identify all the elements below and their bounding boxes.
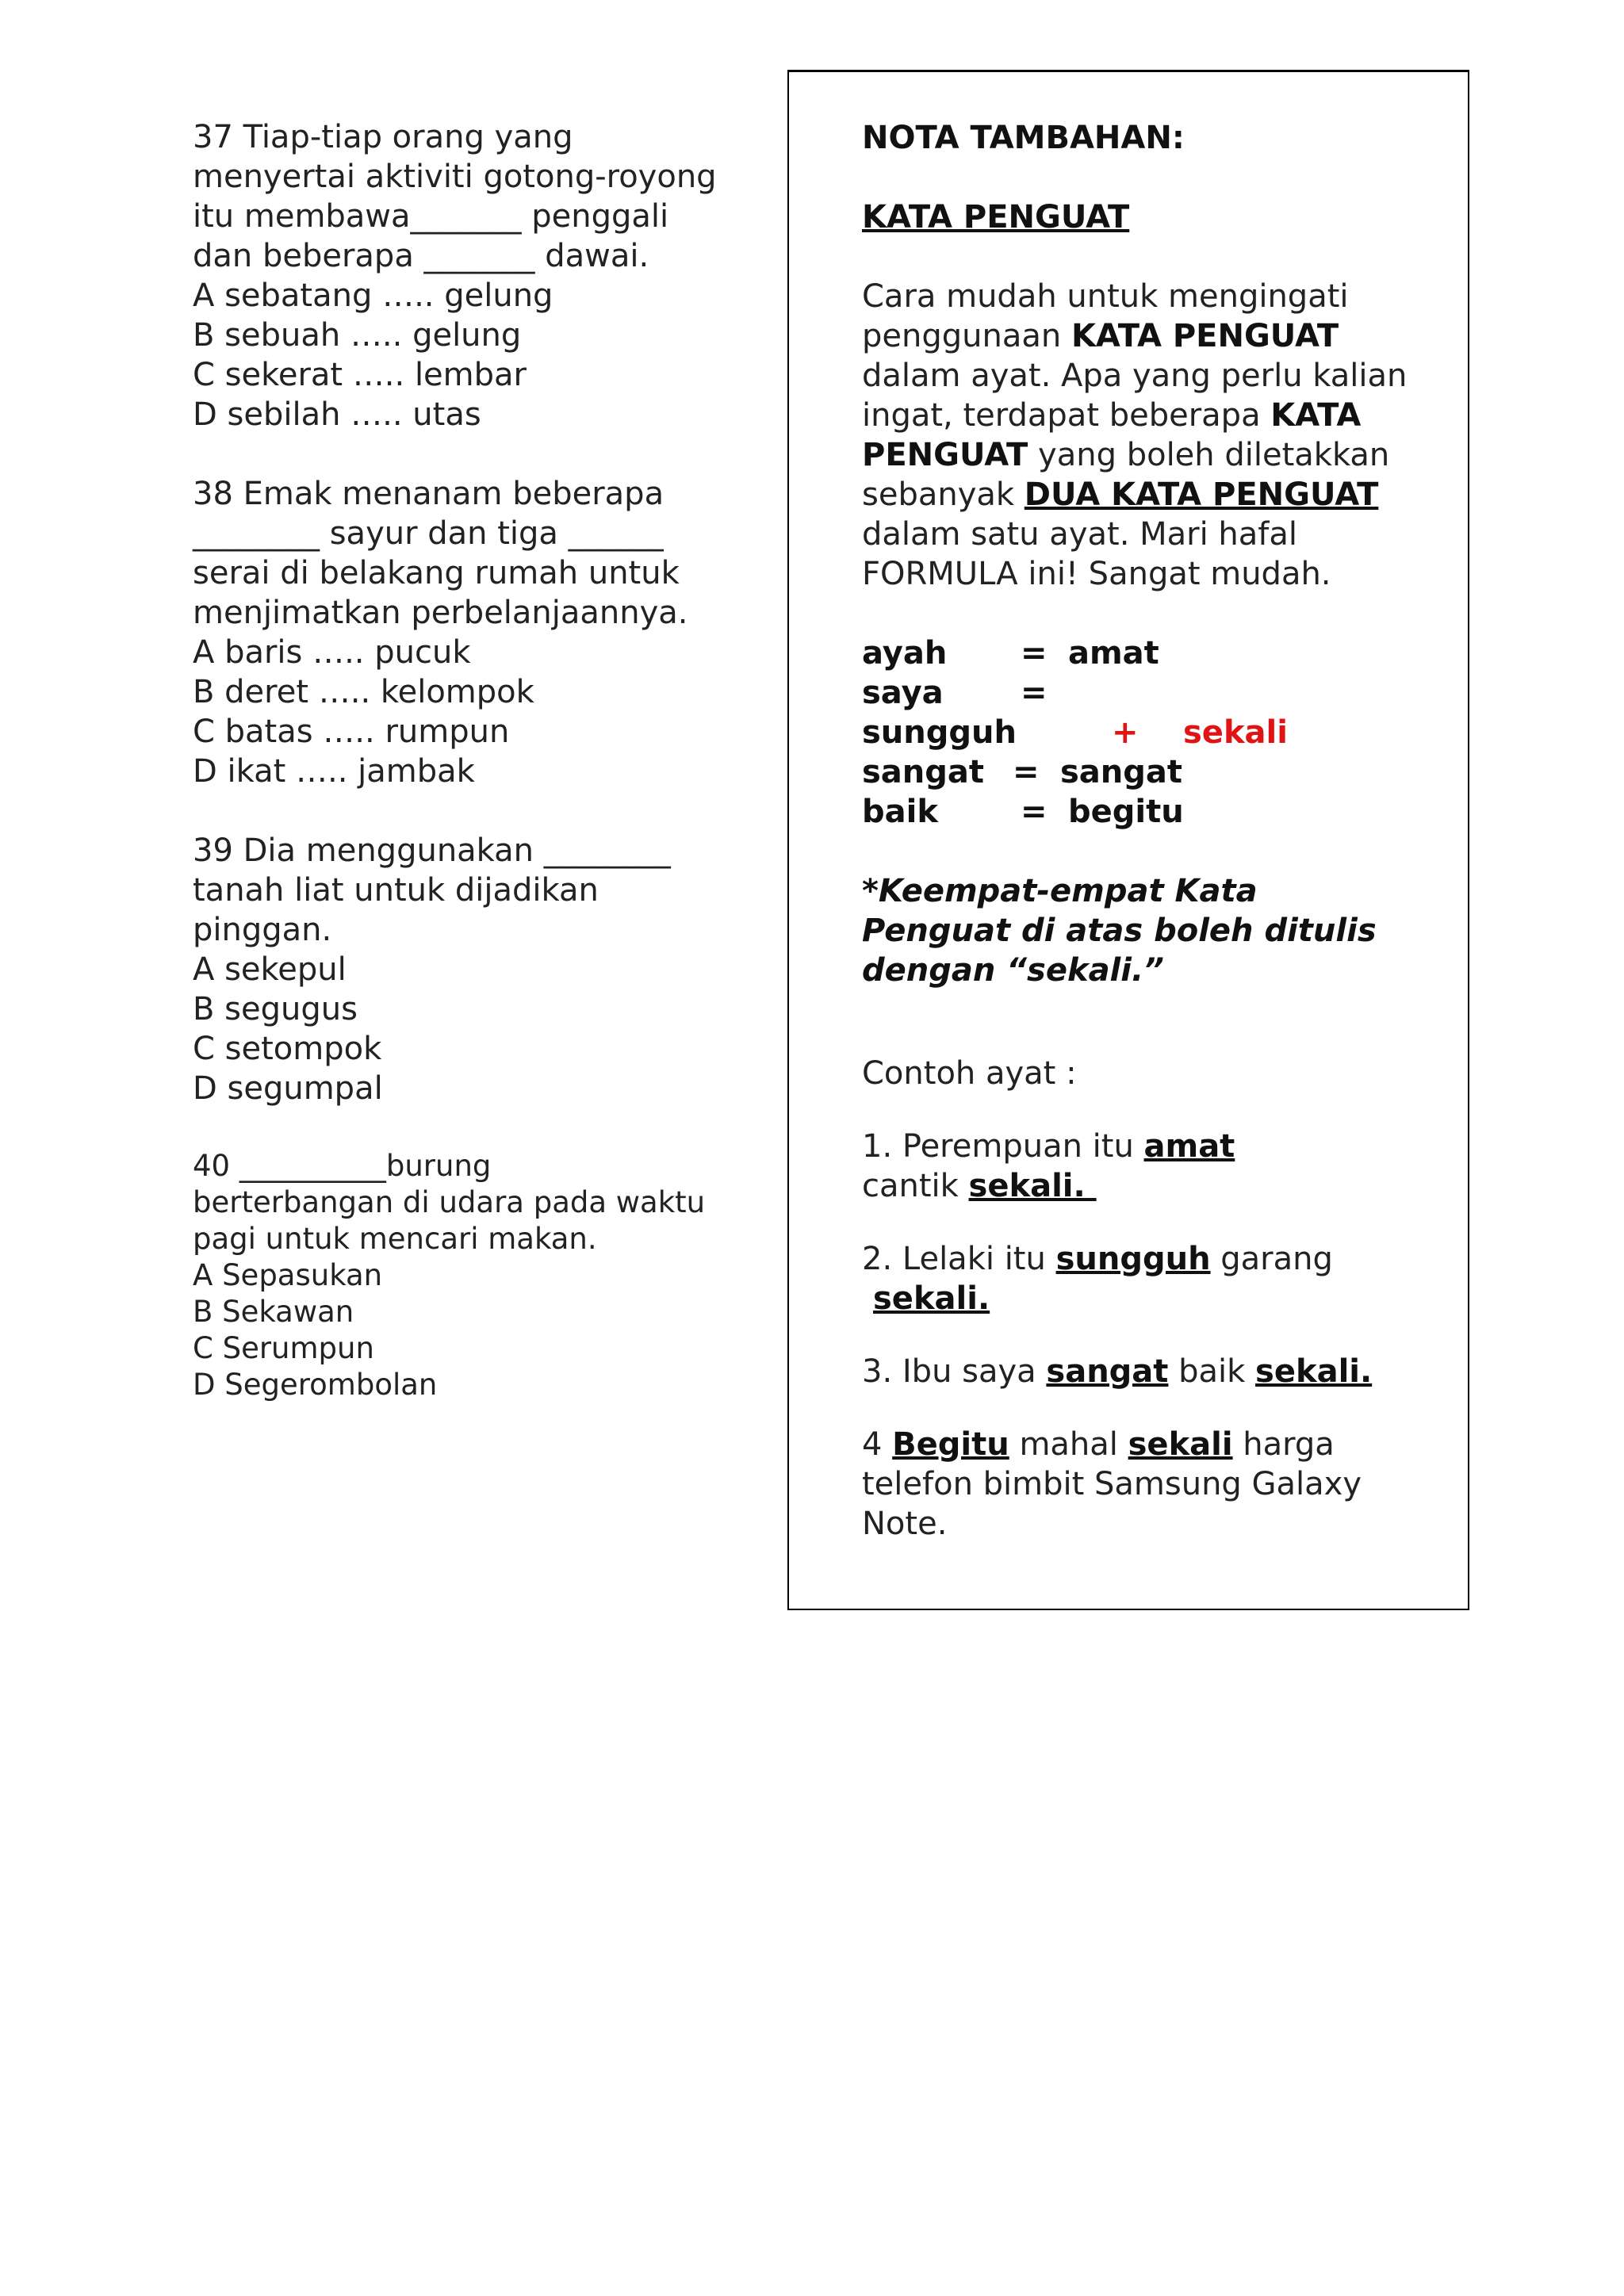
question-text: 40 __________burung (193, 1149, 492, 1183)
option-b: B Sekawan (193, 1295, 354, 1329)
note-intro (862, 277, 1449, 594)
intro-text: penggunaan (862, 318, 1071, 354)
example-text: cantik (862, 1168, 969, 1204)
question-text: ________ sayur dan tiga ______ (193, 515, 664, 552)
intro-line (862, 554, 1449, 594)
example-3 (862, 1352, 1449, 1391)
intro-bold: KATA (1270, 397, 1362, 434)
intro-line (862, 515, 1449, 554)
formula-word: sangat (1060, 754, 1183, 790)
option-c: C batas ….. rumpun (193, 714, 510, 750)
example-bold: sekali. (873, 1280, 990, 1317)
option-a: A sebatang ….. gelung (193, 277, 553, 314)
intro-line (862, 435, 1449, 475)
question-37 (193, 117, 748, 434)
example-bold: Begitu (892, 1426, 1009, 1463)
example-line (862, 1279, 1449, 1318)
example-bold: sangat (1046, 1353, 1169, 1390)
question-text: berterbangan di udara pada waktu (193, 1185, 706, 1219)
example-text: mahal (1009, 1426, 1128, 1463)
question-text: 37 Tiap-tiap orang yang (193, 119, 573, 155)
example-line: telefon bimbit Samsung Galaxy (862, 1466, 1362, 1502)
formula-equals: = (1021, 675, 1048, 711)
intro-text: ingat, terdapat beberapa (862, 397, 1271, 434)
intro-bold: DUA KATA PENGUAT (1024, 476, 1379, 513)
note-content (862, 118, 1449, 1544)
question-text: 39 Dia menggunakan ________ (193, 832, 671, 869)
option-b: B sebuah ….. gelung (193, 317, 522, 354)
example-text: 3. Ibu saya (862, 1353, 1047, 1390)
formula-word: sungguh (862, 714, 1017, 751)
question-text: serai di belakang rumah untuk (193, 555, 680, 591)
example-text: 1. Perempuan itu (862, 1128, 1144, 1165)
example-bold: amat (1143, 1128, 1235, 1165)
intro-line (862, 277, 1449, 316)
questions-column (193, 117, 748, 1403)
example-text: garang (1210, 1241, 1333, 1277)
option-d: D segumpal (193, 1070, 383, 1107)
intro-line (862, 396, 1449, 435)
example-bold: sekali. (968, 1168, 1097, 1204)
question-text: pinggan. (193, 912, 332, 948)
formula-word: begitu (1068, 794, 1184, 830)
question-text: tanah liat untuk dijadikan (193, 872, 599, 909)
example-line: Note. (862, 1506, 948, 1542)
question-text: menjimatkan perbelanjaannya. (193, 595, 688, 631)
note-heading: NOTA TAMBAHAN: (862, 120, 1185, 156)
example-line (862, 1352, 1449, 1391)
intro-text: FORMULA ini! Sangat mudah. (862, 556, 1331, 592)
formula-word: ayah (862, 635, 948, 672)
example-4 (862, 1425, 1449, 1544)
option-a: A sekepul (193, 951, 347, 988)
example-line (862, 1239, 1449, 1279)
question-text: dan beberapa _______ dawai. (193, 238, 649, 274)
option-a: A baris ….. pucuk (193, 634, 471, 671)
question-text: 38 Emak menanam beberapa (193, 476, 665, 512)
option-a: A Sepasukan (193, 1258, 383, 1292)
example-text: 4 (862, 1426, 893, 1463)
option-b: B segugus (193, 991, 358, 1027)
question-40 (193, 1148, 748, 1403)
formula-word: sangat (862, 754, 985, 790)
examples-label: Contoh ayat : (862, 1055, 1077, 1092)
example-1 (862, 1127, 1449, 1206)
formula-row (862, 633, 1449, 673)
formula-row (862, 792, 1449, 832)
question-39 (193, 831, 748, 1108)
formula-equals: = (1021, 635, 1048, 672)
example-text: harga (1232, 1426, 1335, 1463)
question-text: menyertai aktiviti gotong-royong (193, 159, 717, 195)
intro-bold: KATA PENGUAT (1071, 318, 1339, 354)
intro-text: sebanyak (862, 476, 1025, 513)
intro-line (862, 316, 1449, 356)
remark-line: *Keempat-empat Kata (862, 873, 1258, 909)
intro-bold: PENGUAT (862, 437, 1028, 473)
option-c: C setompok (193, 1031, 382, 1067)
option-d: D Segerombolan (193, 1368, 438, 1402)
question-text: itu membawa_______ penggali (193, 198, 669, 235)
remark-line: dengan “sekali.” (862, 952, 1164, 989)
note-subheading: KATA PENGUAT (862, 199, 1130, 235)
formula-word: baik (862, 794, 938, 830)
note-box (787, 70, 1469, 1610)
intro-text: yang boleh diletakkan (1028, 437, 1390, 473)
formula-sekali: sekali (1183, 714, 1288, 751)
example-line (862, 1425, 1449, 1464)
example-text: baik (1168, 1353, 1256, 1390)
option-d: D sebilah ….. utas (193, 396, 481, 433)
option-c: C Serumpun (193, 1331, 374, 1365)
note-remark (862, 871, 1449, 990)
formula-row (862, 673, 1449, 713)
example-bold: sekali (1128, 1426, 1233, 1463)
formula-equals: = (1013, 754, 1040, 790)
intro-line (862, 356, 1449, 396)
example-bold: sekali. (1255, 1353, 1373, 1390)
example-line (862, 1166, 1449, 1206)
question-38 (193, 474, 748, 791)
option-c: C sekerat ….. lembar (193, 357, 527, 393)
formula-row (862, 752, 1449, 792)
intro-text: dalam satu ayat. Mari hafal (862, 516, 1297, 553)
formula-table (862, 633, 1449, 832)
formula-word: amat (1068, 635, 1159, 672)
remark-line: Penguat di atas boleh ditulis (862, 913, 1377, 949)
example-text: 2. Lelaki itu (862, 1241, 1056, 1277)
intro-line (862, 475, 1449, 515)
intro-text: dalam ayat. Apa yang perlu kalian (862, 358, 1408, 394)
intro-text: Cara mudah untuk mengingati (862, 278, 1349, 315)
example-bold: sungguh (1055, 1241, 1211, 1277)
question-text: pagi untuk mencari makan. (193, 1222, 597, 1256)
example-2 (862, 1239, 1449, 1318)
formula-equals: = (1021, 794, 1048, 830)
option-b: B deret ….. kelompok (193, 674, 534, 710)
example-line (862, 1127, 1449, 1166)
formula-plus: + (1112, 714, 1139, 751)
option-d: D ikat ….. jambak (193, 753, 475, 790)
formula-row (862, 713, 1449, 752)
formula-word: saya (862, 675, 944, 711)
